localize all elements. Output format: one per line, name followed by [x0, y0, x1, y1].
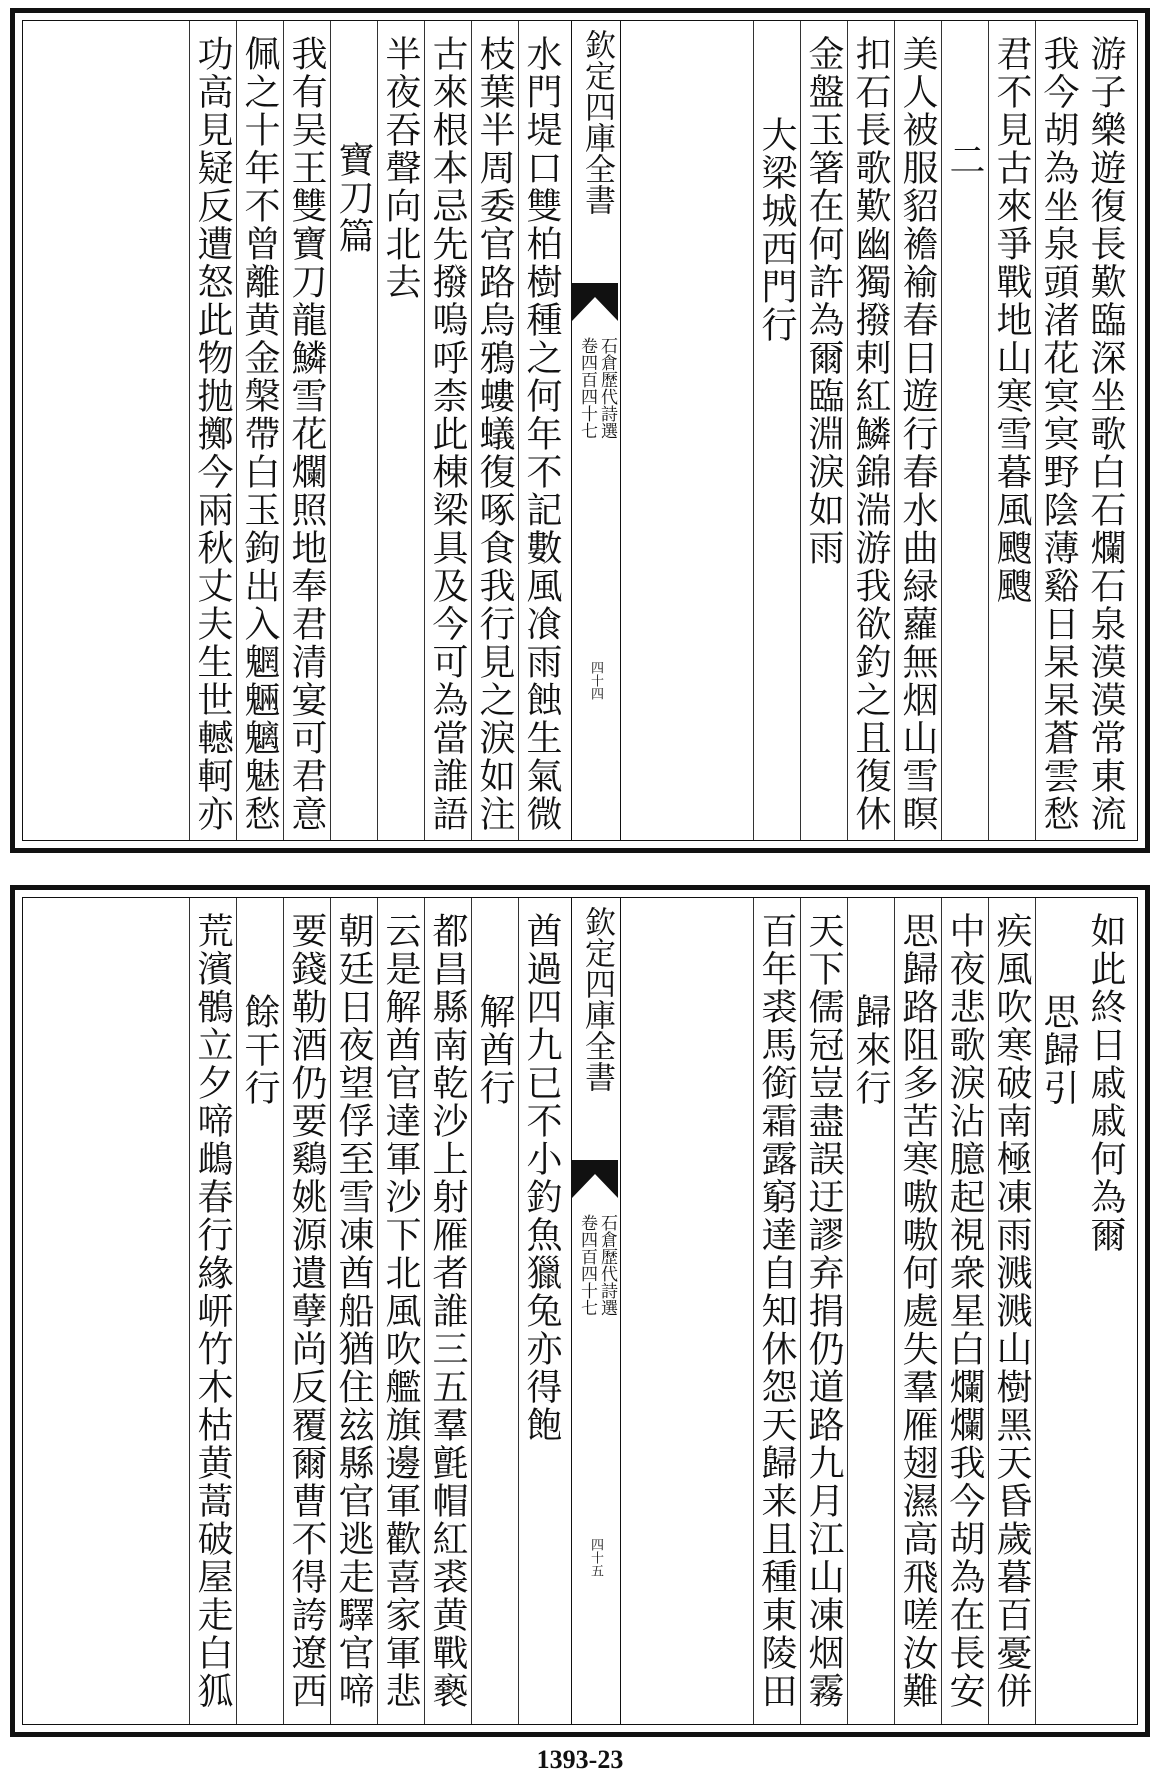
text-column	[941, 898, 988, 1724]
text-column	[424, 21, 471, 840]
poem-line: 功高見疑反遭怒此物抛擲今兩秋丈夫生世轗軻亦	[192, 35, 233, 833]
page-footer-number: 1393-23	[536, 1745, 624, 1774]
page-frame	[22, 897, 1138, 1725]
text-column	[847, 898, 894, 1724]
text-column	[941, 21, 988, 840]
text-column	[800, 21, 847, 840]
text-column	[800, 898, 847, 1724]
text-column	[236, 21, 283, 840]
section-number: 二	[944, 141, 985, 179]
text-column	[753, 21, 800, 840]
page-frame	[22, 20, 1138, 841]
poem-line: 我今胡為坐泉頭渚花㝠㝠野陰薄谿日杲杲蒼雲愁	[1038, 35, 1079, 833]
text-column	[1035, 898, 1082, 1724]
fish-tail-mark	[572, 1160, 620, 1200]
series-title: 欽定四庫全書	[579, 29, 615, 215]
text-column	[189, 898, 236, 1724]
poem-title: 思歸引	[1038, 993, 1079, 1107]
text-column	[471, 898, 518, 1724]
poem-line: 云是解酋官達軍沙下北風吹艦旗邊軍歡喜家軍悲	[380, 912, 421, 1710]
text-column	[988, 21, 1035, 840]
poem-line: 如此終日戚戚何為爾	[1085, 912, 1126, 1254]
poem-line: 君不見古來爭戰地山寒雪暮風颼颼	[991, 35, 1032, 605]
poem-title: 歸來行	[850, 993, 891, 1107]
volume-number: 卷四百四十七	[577, 1214, 597, 1316]
folio-number: 四十四	[588, 661, 603, 700]
poem-line: 百年裘馬銜霜露窮達自知休怨天歸来且種東陵田	[756, 912, 797, 1710]
poem-line: 古來根本忌先撥嗚呼柰此棟梁具及今可為當誰語	[427, 35, 468, 833]
folio-number: 四十五	[588, 1538, 603, 1577]
book-page-top	[10, 8, 1150, 853]
fish-tail-mark	[572, 283, 620, 323]
poem-line: 美人被服貂襜褕春日遊行春水曲緑蘿無烟山雪瞑	[897, 35, 938, 833]
poem-line: 水門堤口雙柏樹種之何年不記數風飡雨蝕生氣微	[521, 35, 562, 833]
poem-line: 酋過四九已不小釣魚獵兔亦得飽	[521, 912, 562, 1444]
text-column	[283, 898, 330, 1724]
poem-line: 朝廷日夜望俘至雪凍酋船猶住玆縣官逃走驛官啼	[333, 912, 374, 1710]
poem-title: 大梁城西門行	[756, 116, 797, 344]
book-title: 石倉歷代詩選	[597, 1214, 617, 1316]
text-column	[471, 21, 518, 840]
poem-line: 都昌縣南乾沙上射雁者誰三五羣氈帽紅裘黄戰褻	[427, 912, 468, 1710]
text-column	[1082, 21, 1129, 840]
book-page-bottom	[10, 885, 1150, 1737]
poem-line: 佩之十年不曾離黄金槃帶白玉鉤出入魍魎魑魅愁	[239, 35, 280, 833]
text-column	[1082, 898, 1129, 1724]
series-title: 欽定四庫全書	[579, 906, 615, 1092]
text-column	[753, 898, 800, 1724]
text-column	[330, 898, 377, 1724]
text-column	[283, 21, 330, 840]
center-band	[571, 21, 621, 840]
text-column	[377, 898, 424, 1724]
text-column	[330, 21, 377, 840]
text-column	[988, 898, 1035, 1724]
poem-line: 半夜吞聲向北去	[380, 35, 421, 301]
poem-line: 要錢勒酒仍要鷄姚源遺孽尚反覆爾曹不得誇遼西	[286, 912, 327, 1710]
poem-line: 游子樂遊復長歎臨深坐歌白石爛石泉漠漠常東流	[1085, 35, 1126, 833]
poem-line: 枝葉半周委官路烏鴉螻蟻復啄食我行見之淚如注	[474, 35, 515, 833]
poem-line: 中夜悲歌淚沾臆起視衆星白爛爛我今胡為在長安	[944, 912, 985, 1710]
text-column	[518, 21, 565, 840]
poem-title: 寶刀篇	[333, 141, 374, 255]
poem-line: 扣石長歌歎幽獨撥剌紅鱗錦湍游我欲釣之且復休	[850, 35, 891, 833]
text-column	[894, 21, 941, 840]
text-column	[236, 898, 283, 1724]
text-column	[377, 21, 424, 840]
text-column	[189, 21, 236, 840]
text-column	[424, 898, 471, 1724]
text-column	[1035, 21, 1082, 840]
poem-line: 我有吴王雙寶刀龍鱗雪花爛照地奉君清宴可君意	[286, 35, 327, 833]
center-band	[571, 898, 621, 1724]
text-column	[847, 21, 894, 840]
poem-line: 思歸路阻多苦寒嗷嗷何處失羣雁翅濕高飛嗟汝難	[897, 912, 938, 1710]
poem-title: 解酋行	[474, 993, 515, 1107]
poem-line: 荒濱鶻立夕啼䳄春行緣岍竹木枯黄蒿破屋走白狐	[192, 912, 233, 1710]
poem-line: 金盤玉箸在何許為爾臨淵淚如雨	[803, 35, 844, 567]
poem-line: 疾風吹寒破南極凍雨溅溅山樹黑天昏歲暮百憂併	[991, 912, 1032, 1710]
book-title: 石倉歷代詩選	[597, 337, 617, 439]
text-column	[894, 898, 941, 1724]
text-column	[518, 898, 565, 1724]
poem-line: 天下儒冠豈盡誤迂謬弃捐仍道路九月江山凍烟霧	[803, 912, 844, 1710]
poem-title: 餘干行	[239, 993, 280, 1107]
volume-number: 卷四百四十七	[577, 337, 597, 439]
